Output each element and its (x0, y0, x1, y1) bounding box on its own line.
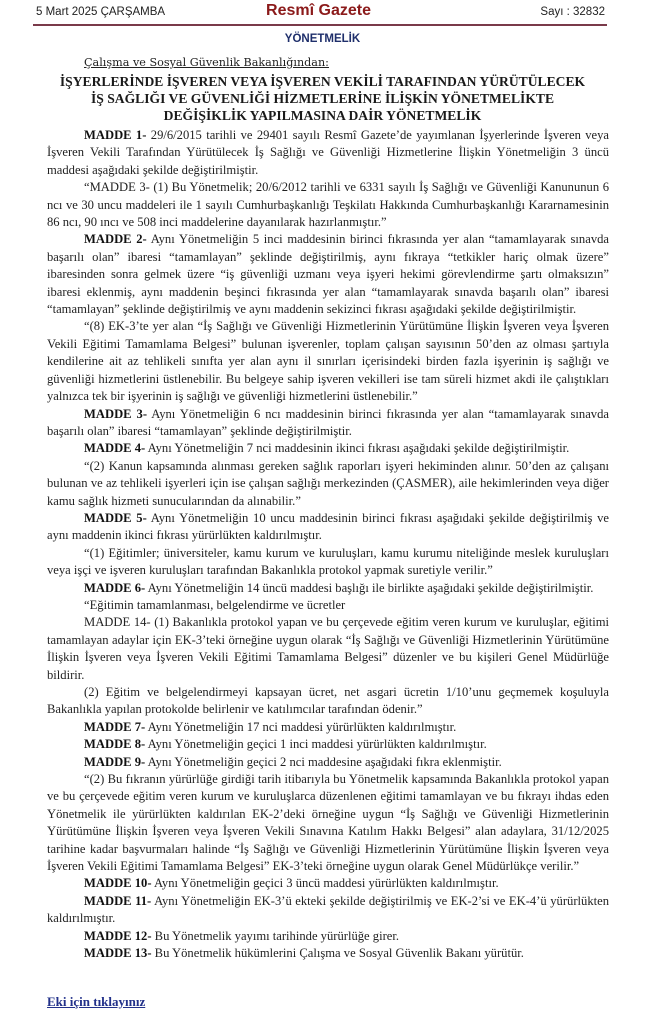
article-label: MADDE 11- (84, 893, 152, 908)
regulation-title-line-1: İŞYERLERİNDE İŞVEREN VEYA İŞVEREN VEKİLİ TARAFINDAN YÜRÜTÜLECEK (59, 74, 586, 89)
article-text: Aynı Yönetmeliğin 6 ncı maddesinin birinci fıkrasında yer alan “tamamlayarak sınavda başarılı olan” ibaresi “tamamlayan” şeklinde değiştirilmiştir. (47, 406, 609, 438)
regulation-title-line-2: İŞ SAĞLIĞI VE GÜVENLİĞİ HİZMETLERİNE İLİŞKİN YÖNETMELİKTE (90, 91, 555, 106)
article-paragraph (47, 719, 609, 736)
article-label: MADDE 4- (84, 441, 146, 456)
ministry-name: Çalışma ve Sosyal Güvenlik Bakanlığından: (84, 56, 329, 69)
article-paragraph (47, 127, 609, 179)
regulation-title-line-3: DEĞİŞİKLİK YAPILMASINA DAİR YÖNETMELİK (163, 108, 482, 123)
article-text: 29/6/2015 tarihli ve 29401 sayılı Resmî Gazete’de yayımlanan İşyerlerinde İşveren veya İşveren Vekili Tarafından Yürütülecek İş Sağlığı ve Güvenliği Hizmetlerine İlişkin Yönetmeliğin 3 üncü maddesi aşağıdaki şekilde değiştirilmiştir. (47, 128, 609, 177)
gazette-title: Resmî Gazete (266, 2, 371, 19)
article-text: Aynı Yönetmeliğin 17 nci maddesi yürürlükten kaldırılmıştır. (145, 719, 457, 734)
article-paragraph (47, 875, 609, 892)
article-label: MADDE 5- (84, 510, 147, 525)
article-paragraph (47, 928, 609, 945)
quoted-paragraph (47, 545, 609, 580)
paragraph-text: MADDE 14- (1) Bakanlıkla protokol yapan ve bu çerçevede eğitim veren kurum ve kuruluşlar, eğitimi tamamlayan adaylar için EK-3’teki örneğine uygun olarak “İş Sağlığı ve Güvenliği Hizmetlerinin Yürütümüne İlişkin İşveren veya İşveren Vekili Eğitimi Tamamlama Belgesi” düzenler ve bu kişileri Genel Müdürlüğe bildirir. (47, 615, 609, 682)
paragraph-text: “MADDE 3- (1) Bu Yönetmelik; 20/6/2012 tarihli ve 6331 sayılı İş Sağlığı ve Güvenliği Kanununun 6 ncı ve 30 uncu maddeleri ile 1 sayılı Cumhurbaşkanlığı Teşkilatı Hakkında Cumhurbaşkanlığı Kararnamesinin 86 ncı, 90 ıncı ve 508 inci maddelerine dayanılarak hazırlanmıştır.” (47, 180, 609, 230)
header-divider (33, 24, 607, 26)
article-text: Aynı Yönetmeliğin geçici 1 inci maddesi yürürlükten kaldırılmıştır. (145, 737, 487, 752)
quoted-paragraph (47, 458, 609, 510)
article-text: Bu Yönetmelik hükümlerini Çalışma ve Sosyal Güvenlik Bakanı yürütür. (151, 946, 524, 961)
article-text: Aynı Yönetmeliğin EK-3’ü ekteki şekilde değiştirilmiş ve EK-2’si ve EK-4’ü yürürlükten kaldırılmıştır. (47, 893, 609, 926)
annex-link[interactable]: Eki için tıklayınız (47, 994, 146, 1009)
article-paragraph (47, 440, 609, 457)
issue-number: Sayı : 32832 (540, 6, 605, 18)
article-label: MADDE 6- (84, 580, 146, 595)
quoted-paragraph (47, 179, 609, 231)
paragraph-text: “(2) Bu fıkranın yürürlüğe girdiği tarih itibarıyla bu Yönetmelik kapsamında Bakanlıkla protokol yapan ve bu çerçevede eğitim veren kurum ve kuruluşlarca düzenlenen eğitimi tamamlayan ve bu fıkrayı ihdas eden Yönetmelik ile yürürlükten kaldırılan EK-2’deki örneğine uygun “İş Sağlığı ve Güvenliği Hizmetlerinin Yürütümüne İlişkin İşveren veya İşveren Vekili Sınavına Katılım Hakkı Belgesi” alan adaylara, 31/12/2025 tarihine kadar başvurmaları halinde “İş Sağlığı ve Güvenliği Hizmetlerinin Yürütümüne İlişkin İşveren veya İşveren Vekili Eğitimi Tamamlama Belgesi” EK-3’teki örneğine uygun olarak Genel Müdürlükçe verilir.” (47, 772, 609, 874)
article-paragraph (47, 945, 609, 962)
article-text: Aynı Yönetmeliğin geçici 2 nci maddesine aşağıdaki fıkra eklenmiştir. (145, 754, 502, 769)
quoted-paragraph (47, 318, 609, 405)
article-label: MADDE 13- (84, 946, 152, 961)
issue-date: 5 Mart 2025 ÇARŞAMBA (36, 6, 166, 18)
article-label: MADDE 12- (84, 928, 152, 943)
article-label: MADDE 2- (84, 232, 147, 247)
article-paragraph (47, 736, 609, 753)
article-paragraph (47, 510, 609, 545)
article-paragraph (47, 231, 609, 318)
quoted-heading (47, 597, 609, 614)
quoted-paragraph (47, 614, 609, 684)
paragraph-text: (2) Eğitim ve belgelendirmeyi kapsayan ücret, net asgari ücretin 1/10’unu geçmemek koşuluyla Bakanlıkla yapılan protokolde belirlenir ve katılımcılar tarafından ödenir.” (47, 685, 609, 717)
article-label: MADDE 7- (84, 719, 146, 734)
article-paragraph (47, 893, 609, 928)
article-paragraph (47, 754, 609, 771)
article-text: Aynı Yönetmeliğin 10 uncu maddesinin birinci fıkrası aşağıdaki şekilde değiştirilmiş ve aynı maddenin ikinci fıkrası yürürlükten kaldırılmıştır. (47, 510, 609, 543)
article-text: Aynı Yönetmeliğin 14 üncü maddesi başlığı ile birlikte aşağıdaki şekilde değiştirilmiştir. (145, 580, 594, 595)
quoted-paragraph (47, 684, 609, 719)
article-label: MADDE 10- (84, 876, 152, 891)
article-label: MADDE 9- (84, 754, 146, 769)
article-text: Bu Yönetmelik yayımı tarihinde yürürlüğe girer. (151, 928, 400, 943)
section-type: YÖNETMELİK (284, 33, 361, 45)
paragraph-text: “(2) Kanun kapsamında alınması gereken sağlık raporları işyeri hekiminden alınır. 50’den az çalışanı bulunan ve az tehlikeli işyerleri için ise çalışan sağlığı merkezinden (ÇASMER), aile hekimlerinden veya diğer kamu sağlık hizmeti sunucularından da alınabilir.” (47, 458, 609, 508)
article-text: Aynı Yönetmeliğin geçici 3 üncü maddesi yürürlükten kaldırılmıştır. (151, 876, 499, 891)
regulation-body (47, 127, 609, 963)
regulation-title (30, 73, 615, 124)
article-label: MADDE 1- (84, 128, 147, 142)
article-text: Aynı Yönetmeliğin 7 nci maddesinin ikinci fıkrası aşağıdaki şekilde değiştirilmiştir. (145, 441, 570, 456)
paragraph-text: “(8) EK-3’te yer alan “İş Sağlığı ve Güvenliği Hizmetlerinin Yürütümüne İlişkin İşveren veya İşveren Vekili Eğitimi Tamamlama Belgesi” bulunan işverenler, toplam çalışan sayısının 50’den az olması şartıyla kendilerine ait az tehlikeli sınıfta yer alan aynı il sınırları içerisindeki birden fazla işyerinin iş sağlığı ve güvenliği hizmetlerini üstlenebilir. Bu belgeye sahip işveren vekilleri ise tam süreli hizmet akdi ile çalıştıkları yalnızca tek bir işyerinin iş sağlığı ve güvenliği hizmetlerini üstlenebilir.” (47, 319, 609, 404)
article-label: MADDE 8- (84, 737, 146, 752)
paragraph-text: “Eğitimin tamamlanması, belgelendirme ve ücretler (84, 597, 346, 612)
paragraph-text: “(1) Eğitimler; üniversiteler, kamu kurum ve kuruluşları, kamu kurumu niteliğinde meslek kuruluşları veya işçi ve işveren kuruluşları tarafından Bakanlıkla protokol yapmak suretiyle verilir.” (47, 545, 609, 578)
article-text: Aynı Yönetmeliğin 5 inci maddesinin birinci fıkrasında yer alan “tamamlayarak sınavda başarılı olan” ibaresi “tamamlayan” şeklinde değiştirilmiş, aynı fıkraya “tetkikler hariç olmak üzere” ibaresinden sonra gelmek üzere “iş güvenliği uzmanı veya işyeri hekimi görevlendirme şartı olmaksızın” ibaresi eklenmiş, aynı maddenin beşinci fıkrasında yer alan “tamamlayarak sınavda başarılı olan” ibaresi “tamamlayan” şeklinde değiştirilmiş ve aynı maddenin sekizinci fıkrası aşağıdaki şekilde değiştirilmiştir. (47, 232, 610, 317)
quoted-paragraph (47, 771, 609, 875)
gazette-header (32, 0, 605, 24)
article-paragraph (47, 406, 609, 441)
article-label: MADDE 3- (84, 406, 148, 421)
article-paragraph (47, 580, 609, 597)
